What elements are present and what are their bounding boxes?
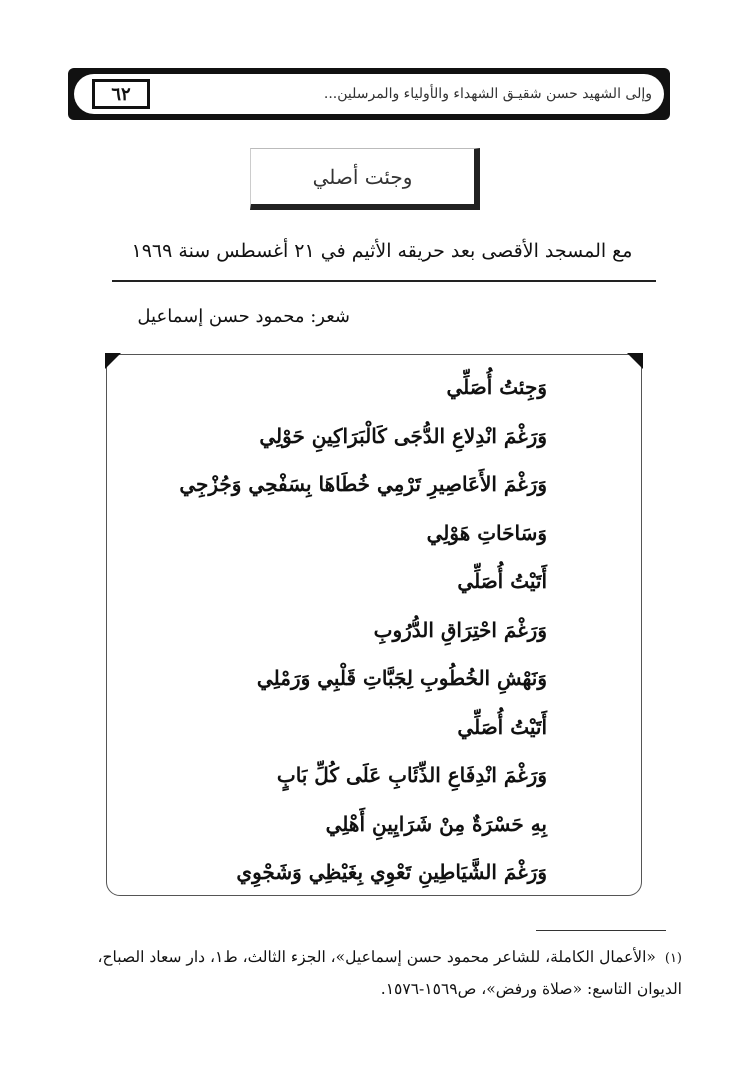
poet-credit: شعر: محمود حسن إسماعيل: [137, 306, 350, 327]
footnote-separator: [536, 930, 666, 931]
poem-line: وَرَغْمَ احْتِرَاقِ الدُّرُوبِ: [373, 617, 547, 642]
footnote: [62, 942, 682, 1004]
poem-line: وَرَغْمَ انْدِفَاعِ الذِّئَابِ عَلَى كُلِّ بَابٍ: [276, 763, 547, 787]
poem-title: وجئت أصلي: [312, 164, 413, 189]
running-title: وإلى الشهيد حسن شقيـق الشهداء والأولياء والمرسلين...: [323, 86, 652, 102]
poem-line: وَرَغْمَ الأَعَاصِيرِ تَرْمِي خُطَاهَا بِسَفْحِي وَجُزْجِي: [179, 472, 547, 496]
subtitle-underline: [112, 280, 656, 282]
poem-line: أَتَيْتُ أُصَلِّي: [457, 569, 547, 593]
poem-title-box: [250, 148, 480, 210]
poem-line: وَرَغْمَ الشَّيَاطِينِ تَعْوِي بِغَيْظِي وَشَجْوِي: [236, 860, 547, 884]
poem-line: وَجِئتُ أُصَلِّي: [446, 375, 547, 399]
page-number: ٦٢: [111, 83, 131, 105]
poem-frame: [106, 354, 642, 896]
footnote-text: «الأعمال الكاملة، للشاعر محمود حسن إسماعيل»، الجزء الثالث، ط١، دار سعاد الصباح، الديوان التاسع: «صلاة ورفض»، ص١٥٦٩-١٥٧٦.: [97, 948, 682, 998]
poem-lines: [107, 363, 547, 897]
page-header-frame: [68, 68, 670, 120]
poem-line: بِهِ حَسْرَةٌ مِنْ شَرَايِينِ أَهْلِي: [325, 811, 547, 836]
footnote-marker: (١): [664, 951, 682, 966]
poem-subtitle: مع المسجد الأقصى بعد حريقه الأثيم في ٢١ أغسطس سنة ١٩٦٩: [131, 240, 633, 262]
page-header: [74, 74, 664, 114]
poem-line: وَسَاحَاتِ هَوْلِي: [426, 520, 547, 545]
poem-line: وَنَهْشِ الخُطُوبِ لِجَبَّاتِ قَلْبِي وَرَمْلِي: [256, 666, 547, 690]
corner-ornament-right: [627, 353, 643, 369]
poem-line: أَتَيْتُ أُصَلِّي: [457, 714, 547, 739]
page-number-box: [92, 79, 150, 109]
poem-line: وَرَغْمَ انْدِلاعِ الدُّجَى كَالْبَرَاكِينِ حَوْلِي: [259, 423, 547, 448]
